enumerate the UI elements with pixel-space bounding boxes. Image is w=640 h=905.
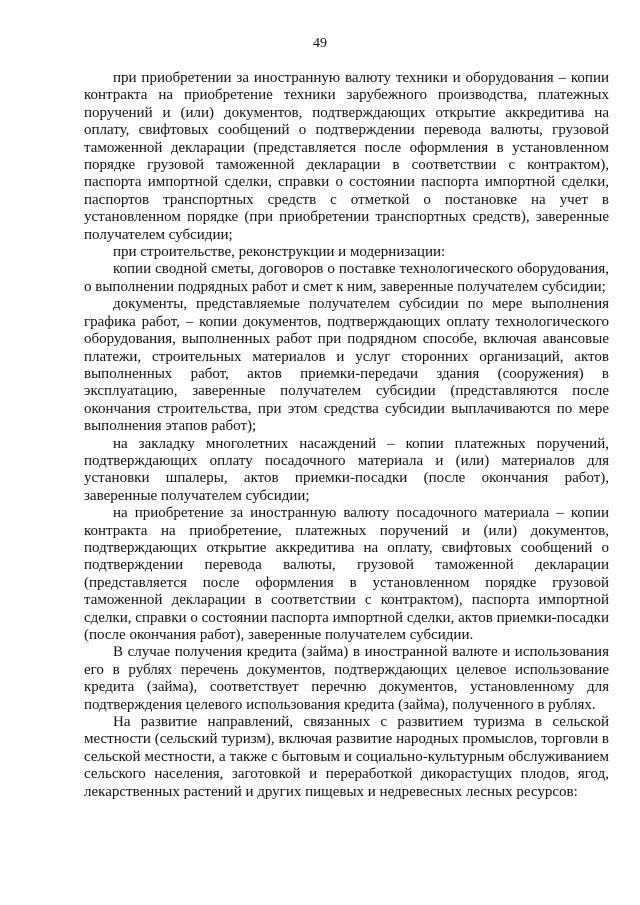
- page-number: 49: [313, 36, 327, 51]
- paragraph-rural-tourism: На развитие направлений, связанных с развитием туризма в сельской местности (сельский туризм), включая развитие народных промыслов, торговли в сельской местности, а также с бытовым и социально-культурным обслуживанием сельского населения, заготовкой и переработкой дикорастущих плодов, ягод, лекарственных растений и других пищевых и недревесных лесных ресурсов:: [84, 714, 609, 800]
- paragraph-perennial-plantings: на закладку многолетних насаждений – копии платежных поручений, подтверждающих оплату посадочного материала и (или) материалов для установки шпалеры, актов приемки-посадки (после окончания работ), заверенные получателем субсидии;: [84, 435, 609, 504]
- paragraph-foreign-currency-loan: В случае получения кредита (займа) в иностранной валюте и использования его в рублях перечень документов, подтверждающих целевое использование кредита (займа), соответствует перечню документов, установленному для подтверждения целевого использования кредита (займа), полученного в рублях.: [84, 644, 609, 713]
- paragraph-construction-heading: при строительстве, реконструкции и модернизации:: [113, 244, 446, 261]
- document-body: [84, 70, 609, 801]
- paragraph-foreign-currency-planting-material: на приобретение за иностранную валюту посадочного материала – копии контракта на приобретение, платежных поручений и (или) документов, подтверждающих открытие аккредитива на оплату, свифтовых сообщений о подтверждении перевода валюты, грузовой таможенной декларации (представляется после оформления в установленном порядке грузовой таможенной декларации в соответствии с контрактом), паспорта импортной сделки, справки о состоянии паспорта импортной сделки, актов приемки-посадки (после окончания работ), заверенные получателем субсидии.: [84, 505, 609, 643]
- paragraph-foreign-currency-equipment: при приобретении за иностранную валюту техники и оборудования – копии контракта на приобретение техники зарубежного производства, платежных поручений и (или) документов, подтверждающих открытие аккредитива на оплату, свифтовых сообщений о подтверждении перевода валюты, грузовой таможенной декларации (представляется после оформления в установленном порядке грузовой таможенной декларации в соответствии с контрактом), паспорта импортной сделки, справки о состоянии паспорта импортной сделки, паспортов транспортных средств с отметкой о постановке на учет в установленном порядке (при приобретении транспортных средств), заверенные получателем субсидии;: [84, 70, 609, 243]
- paragraph-work-schedule-documents: документы, представляемые получателем субсидии по мере выполнения графика работ, – копии документов, подтверждающих оплату технологического оборудования, выполненных работ при подрядном способе, включая авансовые платежи, строительных материалов и услуг сторонних организаций, актов выполненных работ, актов приемки-передачи здания (сооружения) в эксплуатацию, заверенные получателем субсидии (представляются после окончания строительства, при этом средства субсидии выплачиваются по мере выполнения этапов работ);: [84, 296, 609, 435]
- paragraph-estimate-copies: копии сводной сметы, договоров о поставке технологического оборудования, о выполнении подрядных работ и смет к ним, заверенные получателем субсидии;: [84, 261, 609, 295]
